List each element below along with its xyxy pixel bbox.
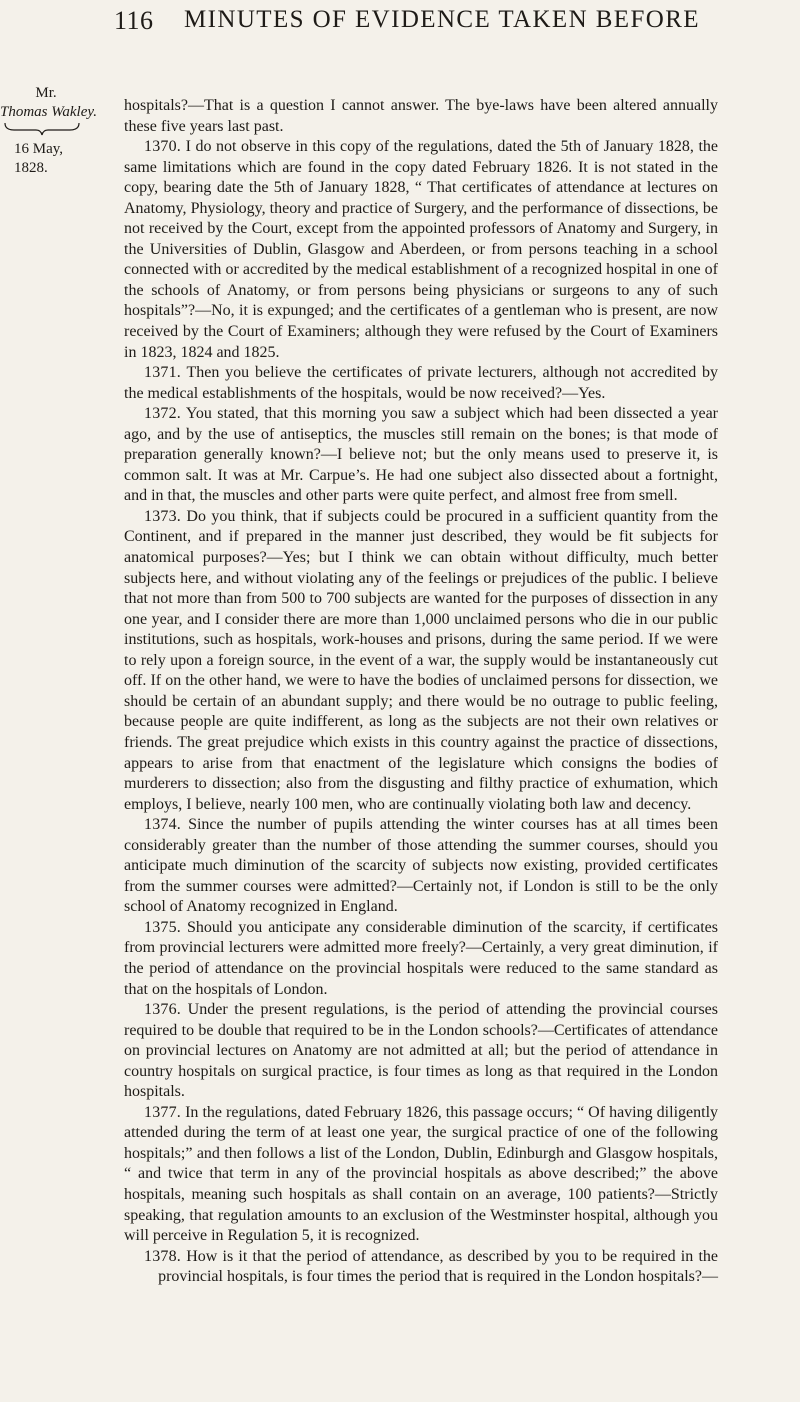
paragraph	[124, 96, 718, 137]
catchword: hospitals?—	[638, 1268, 718, 1286]
paragraph	[124, 1247, 718, 1288]
question-number: 1378.	[144, 1247, 181, 1265]
question-number: 1377.	[144, 1103, 181, 1121]
question-number: 1375.	[144, 918, 181, 936]
paragraph-text: Do you think, that if subjects could be procured in a sufficient quantity from the Continent, and if prepared in the manner just described, they would be fit subjects for anatomical purposes?—Yes; but I think we can obtain without difficulty, much better subjects here, and without violating any of the feelings or prejudices of the public. I believe that not more than from 500 to 700 subjects are wanted for the purposes of dissection in any one year, and I consider there are more than 1,000 unclaimed persons who die in our public institutions, such as hospitals, work-houses and prisons, during the same period. If we were to rely upon a foreign source, in the event of a war, the supply would be instantaneously cut off. If on the other hand, we were to have the bodies of unclaimed persons for dissection, we should be certain of an abundant supply; and there would be no outrage to public feeling, because people are quite indifferent, as long as the subjects are not their own relatives or friends. The great prejudice which exists in this country against the practice of dissections, appears to arise from that enactment of the legislature which consigns the bodies of murderers to dissection; also from the disgusting and filthy practice of exhumation, which employs, I believe, nearly 100 men, who are continually violating both law and decency.	[124, 507, 719, 813]
paragraph	[124, 137, 718, 363]
paragraph	[124, 815, 718, 918]
paragraph-text: Under the present regulations, is the period of attending the provincial courses required to be double that required to be in the London schools?—Certificates of attendance on provincial lectures on Anatomy are not admitted at all; but the period of attendance in country hospitals on surgical practice, is four times as long as that required in the London hospitals.	[124, 1001, 719, 1101]
paragraph	[124, 1000, 718, 1103]
paragraph-text: Then you believe the certificates of private lecturers, although not accredited by the medical establishments of the hospitals, would be now received?—Yes.	[124, 364, 719, 402]
question-number: 1370.	[144, 138, 181, 156]
question-number: 1373.	[144, 507, 181, 525]
question-number: 1374.	[144, 816, 181, 834]
page-number: 116	[114, 6, 154, 35]
paragraph	[124, 404, 718, 507]
paragraph-text: You stated, that this morning you saw a subject which had been dissected a year ago, and by the use of antiseptics, the muscles still remain on the bones; is that mode of preparation generally known?—I believe not; but the only means used to preserve it, is common salt. It was at Mr. Carpue’s. He had one subject also dissected about a fortnight, and in that, the muscles and other parts were quite perfect, and almost free from smell.	[124, 405, 719, 505]
paragraph-text: Should you anticipate any considerable diminution of the scarcity, if certificates from provincial lecturers were admitted more freely?—Certainly, a very great diminution, if the period of attendance on the provincial hospitals were reduced to the same standard as that on the hospitals of London.	[124, 918, 718, 998]
witness-title: Mr.	[35, 85, 57, 101]
paragraph	[124, 918, 718, 1000]
page-header	[114, 6, 718, 46]
paragraph	[124, 363, 718, 404]
question-number: 1371.	[144, 364, 181, 382]
paragraph-text: In the regulations, dated February 1826, this passage occurs; “ Of having diligently attended during the term of at least one year, the surgical practice of one of the following hospitals;” and then follows a list of the London, Dublin, Edinburgh and Glasgow hospitals, “ and twice that term in any of the provincial hospitals as above described;” the above hospitals, meaning such hospitals as shall contain on an average, 100 patients?—Strictly speaking, that regulation amounts to an exclusion of the Westminster hospital, although you will perceive in Regulation 5, it is recognized.	[124, 1103, 719, 1245]
evidence-text	[124, 96, 718, 1288]
witness-name: Thomas Wakley.	[0, 104, 97, 120]
paragraph-text: Since the number of pupils attending the winter courses has at all times been considerably greater than the number of those attending the summer courses, should you anticipate much diminution of the scarcity of subjects now existing, provided certificates from the summer courses were admitted?—Certainly not, if London is still to be the only school of Anatomy recognized in England.	[124, 816, 719, 916]
paragraph	[124, 1103, 718, 1247]
paragraph	[124, 507, 718, 815]
question-number: 1372.	[144, 405, 181, 423]
running-head: MINUTES OF EVIDENCE TAKEN BEFORE	[184, 6, 700, 33]
margin-note	[0, 84, 97, 178]
paragraph-text: hospitals?—That is a question I cannot answer. The bye-laws have been altered annually these five years last past.	[124, 97, 718, 135]
paragraph-text: How is it that the period of attendance, as described by you to be required in the provincial hospitals, is four times the period that is required in the London	[158, 1247, 718, 1286]
question-number: 1376.	[144, 1001, 181, 1019]
witness-year: 1828.	[14, 160, 48, 176]
witness-date: 16 May,	[14, 141, 64, 157]
paragraph-text: I do not observe in this copy of the regulations, dated the 5th of January 1828, the same limitations which are found in the copy dated February 1826. It is not stated in the copy, bearing date the 5th of January 1828, “ That certificates of attendance at lectures on Anatomy, Physiology, theory and practice of Surgery, and the performance of dissections, be not received by the Court, except from the appointed professors of Anatomy and Surgery, in the Universities of Dublin, Glasgow and Aberdeen, or from persons teaching in a school connected with or accredited by the medical establishment of a recognized hospital in one of the schools of Anatomy, or from persons being physicians or surgeons to any of such hospitals”?—No, it is expunged; and the certificates of a gentleman who is present, are now received by the Court of Examiners; although they were refused by the Court of Examiners in 1823, 1824 and 1825.	[124, 138, 718, 361]
brace-icon	[4, 122, 80, 136]
